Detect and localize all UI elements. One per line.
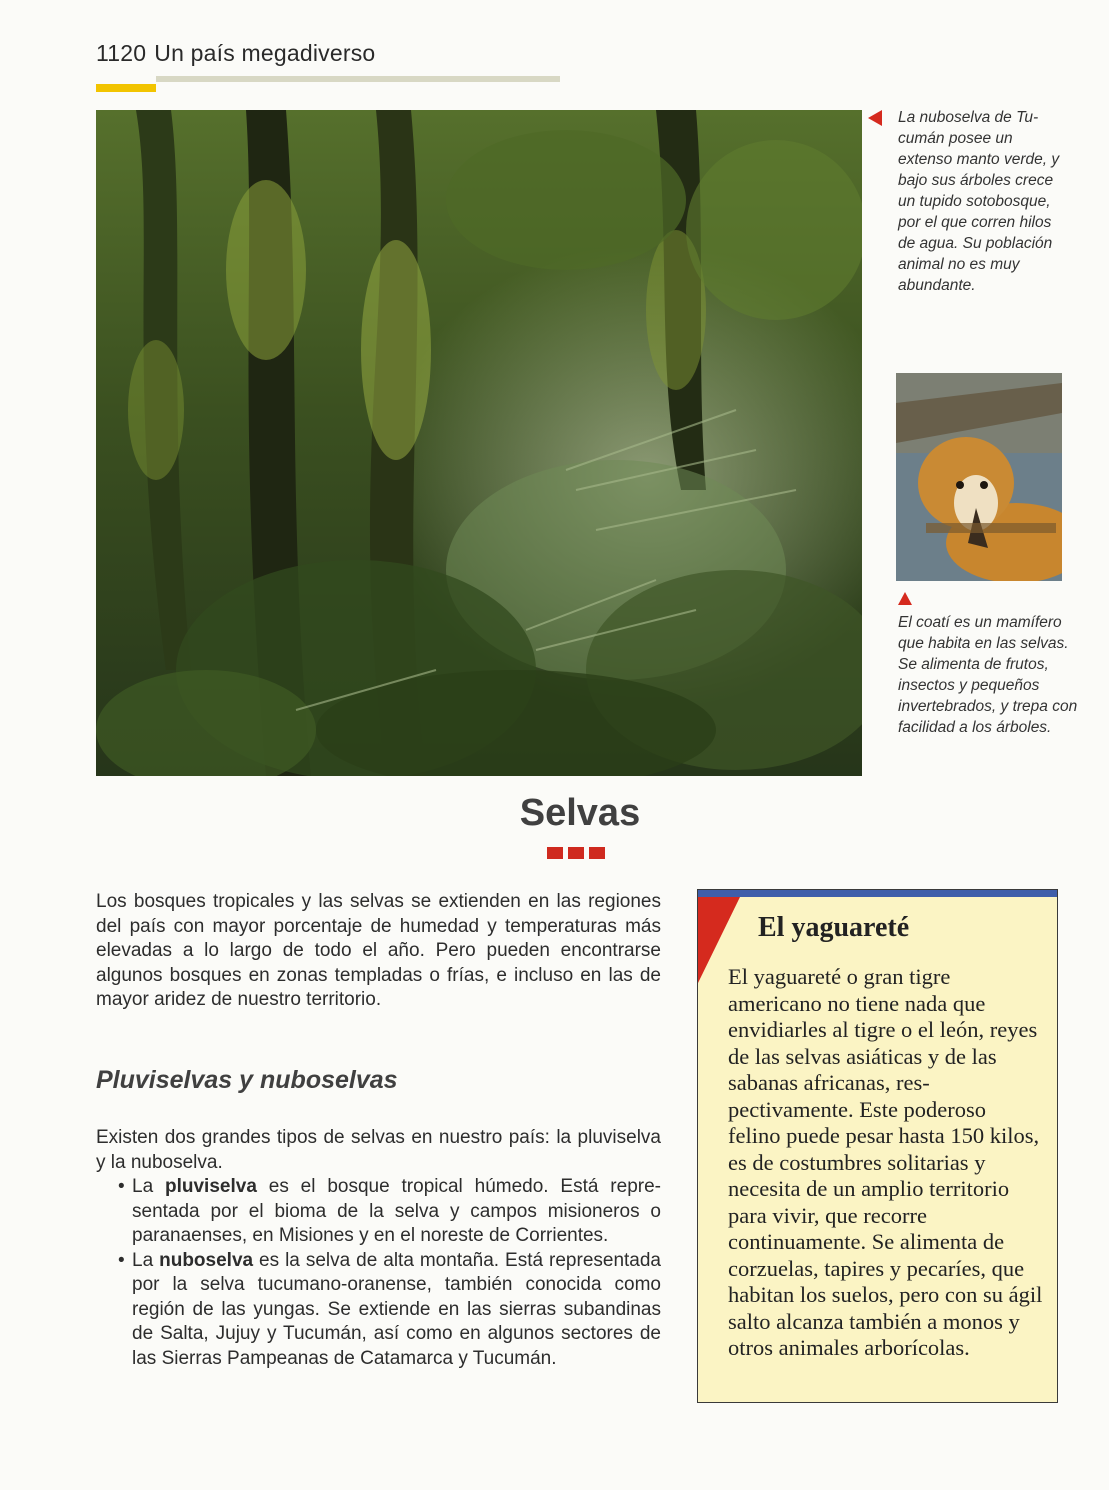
header-rule (156, 76, 560, 82)
running-title: Un país megadiverso (154, 40, 376, 66)
section-title: Selvas (519, 792, 641, 834)
pointer-up-icon (898, 592, 912, 605)
sidebar-top-bar (698, 890, 1057, 897)
types-paragraph: Existen dos grandes tipos de selvas en nuestro país: la pluviselva y la nuboselva. (96, 1127, 661, 1173)
coati-photo (896, 373, 1062, 581)
term-nuboselva: nuboselva (159, 1249, 254, 1271)
intro-paragraph: Los bosques tropicales y las selvas se extienden en las regiones del país con mayor porcentaje de humedad y temperaturas más elevadas a lo largo de todo el año. Pero pueden encontrarse algunos bosques en zonas templadas o frías, e incluso en las de mayor aridez de nuestro territorio. (96, 891, 661, 1010)
yaguarete-sidebar (697, 889, 1058, 1403)
title-ornament (547, 846, 610, 858)
sidebar-text: El yaguareté o gran tigre americano no tiene nada que envidiarles al tigre o el león, reyes de las selvas asiáticas y de las sabanas africanas, respectivamente. Este poderoso felino puede pesar hasta 150 kilos, es de costumbres solitarias y necesita de un amplio territorio para vivir, que recorre continuamente. Se alimenta de corzuelas, tapires y pecaríes, que habitan los suelos, pero con su ágil salto alcanza también a monos y otros animales arborícolas. (728, 964, 1043, 1360)
selva-types-list (118, 1175, 661, 1371)
term-pluviselva: pluviselva (165, 1176, 257, 1197)
forest-photo-caption: La nuboselva de Tucumán posee un extenso manto verde, y bajo sus árboles crece un tupido sotobosque, por el que corren hilos de agua. Su población animal no es muy abundante. (898, 109, 1060, 294)
subheading: Pluviselvas y nuboselvas (96, 1066, 398, 1094)
list-item: • La nuboselva es la selva de alta montaña. Está representada por la selva tucumano-oranense, también conocida como región de las yungas. Se extiende en las sierras subandinas de Salta, Jujuy y Tucumán, así como en algunos sectores de las Sierras Pampeanas de Catamarca y Tucumán. (118, 1249, 661, 1372)
coati-photo-caption: El coatí es un mamífero que habita en las selvas. Se alimenta de frutos, insectos y pequeños invertebrados, y trepa con facilidad a los árboles. (898, 614, 1078, 736)
list-item: • La pluviselva es el bosque tropical húmedo. Está representada por el bioma de la selva y campos misioneros o paranaenses, en Misiones y en el noreste de Corrientes. (118, 1175, 661, 1249)
page-number: 1120 (96, 40, 147, 66)
sidebar-title: El yaguareté (758, 912, 910, 943)
header-accent (96, 84, 156, 92)
page-header (96, 40, 375, 67)
forest-photo (96, 110, 862, 776)
pointer-left-icon (868, 110, 882, 126)
